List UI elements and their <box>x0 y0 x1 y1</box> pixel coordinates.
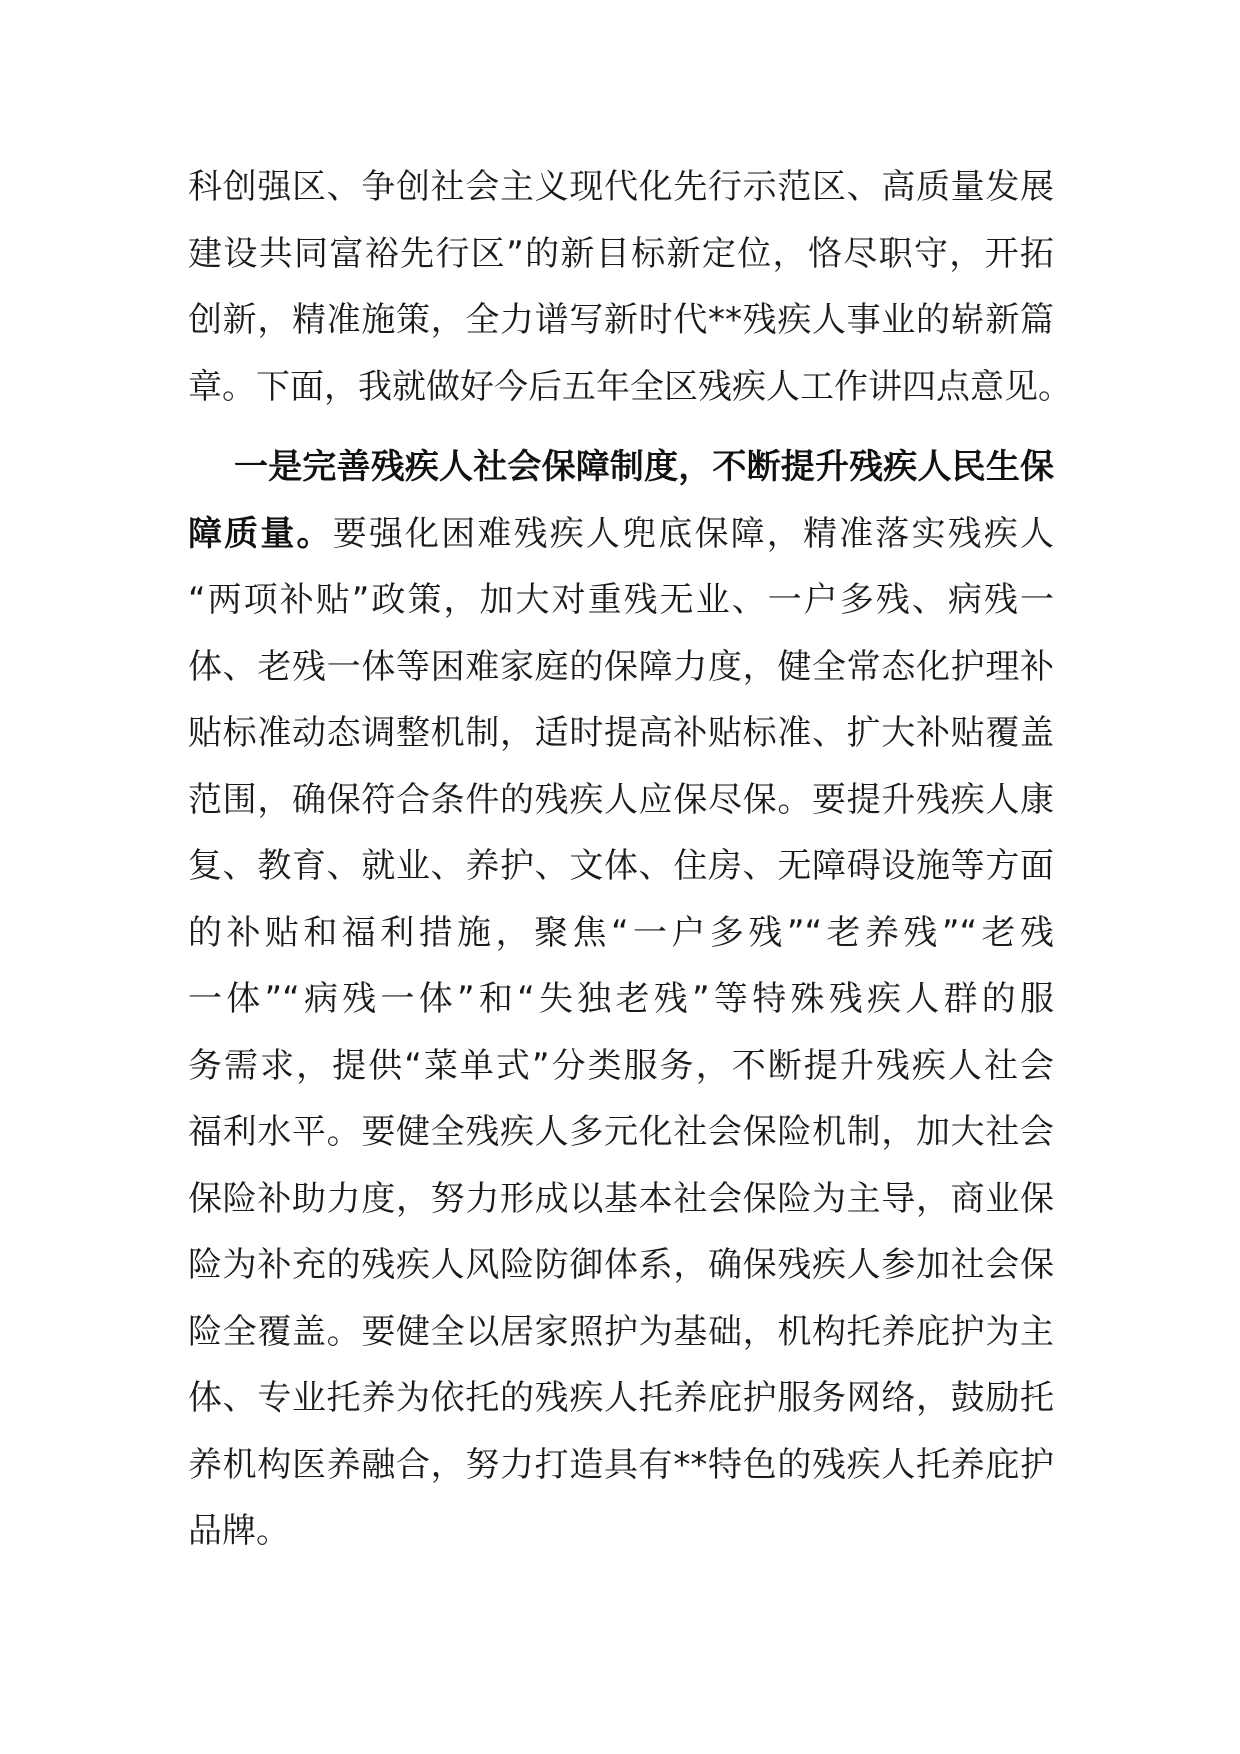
text-line: 章。下面，我就做好今后五年全区残疾人工作讲四点意见。 <box>188 366 1072 407</box>
paragraph-intro-continuation <box>188 154 1072 420</box>
paragraph-gap <box>188 420 1054 434</box>
text-line: 一体”“病残一体”和“失独老残”等特殊残疾人群的服 <box>188 979 1054 1019</box>
text-line: “两项补贴”政策，加大对重残无业、一户多残、病残一 <box>188 580 1054 620</box>
text-line: 养机构医养融合，努力打造具有**特色的残疾人托养庇护 <box>188 1444 1054 1485</box>
text-line: 贴标准动态调整机制，适时提高补贴标准、扩大补贴覆盖 <box>188 713 1054 753</box>
text-line: 范围，确保符合条件的残疾人应保尽保。要提升残疾人康 <box>188 779 1054 820</box>
point-one-text-start: 要强化困难残疾人兜底保障，精准落实残疾人 <box>332 513 1055 554</box>
text-line: 保险补助力度，努力形成以基本社会保险为主导，商业保 <box>188 1178 1054 1219</box>
point-one-heading-tail: 障质量。 <box>188 513 333 554</box>
text-line-mixed <box>188 501 1054 568</box>
text-line: 创新，精准施策，全力谱写新时代**残疾人事业的崭新篇 <box>188 300 1054 340</box>
point-one-heading-line: 一是完善残疾人社会保障制度，不断提升残疾人民生保 <box>234 447 1054 487</box>
text-line: 务需求，提供“菜单式”分类服务，不断提升残疾人社会 <box>188 1045 1054 1086</box>
text-line: 福利水平。要健全残疾人多元化社会保险机制，加大社会 <box>188 1112 1054 1152</box>
text-line: 的补贴和福利措施，聚焦“一户多残”“老养残”“老残 <box>188 912 1054 953</box>
text-line: 险为补充的残疾人风险防御体系，确保残疾人参加社会保 <box>188 1245 1054 1285</box>
document-body <box>188 154 1072 1565</box>
text-line: 复、教育、就业、养护、文体、住房、无障碍设施等方面 <box>188 846 1054 886</box>
text-line: 科创强区、争创社会主义现代化先行示范区、高质量发展 <box>188 167 1054 207</box>
paragraph-point-one <box>188 434 1054 1565</box>
text-line: 体、专业托养为依托的残疾人托养庇护服务网络，鼓励托 <box>188 1378 1054 1418</box>
text-line: 体、老残一体等困难家庭的保障力度，健全常态化护理补 <box>188 646 1054 687</box>
text-line: 建设共同富裕先行区”的新目标新定位，恪尽职守，开拓 <box>188 233 1054 274</box>
text-line: 品牌。 <box>188 1511 290 1551</box>
text-line: 险全覆盖。要健全以居家照护为基础，机构托养庇护为主 <box>188 1311 1054 1352</box>
